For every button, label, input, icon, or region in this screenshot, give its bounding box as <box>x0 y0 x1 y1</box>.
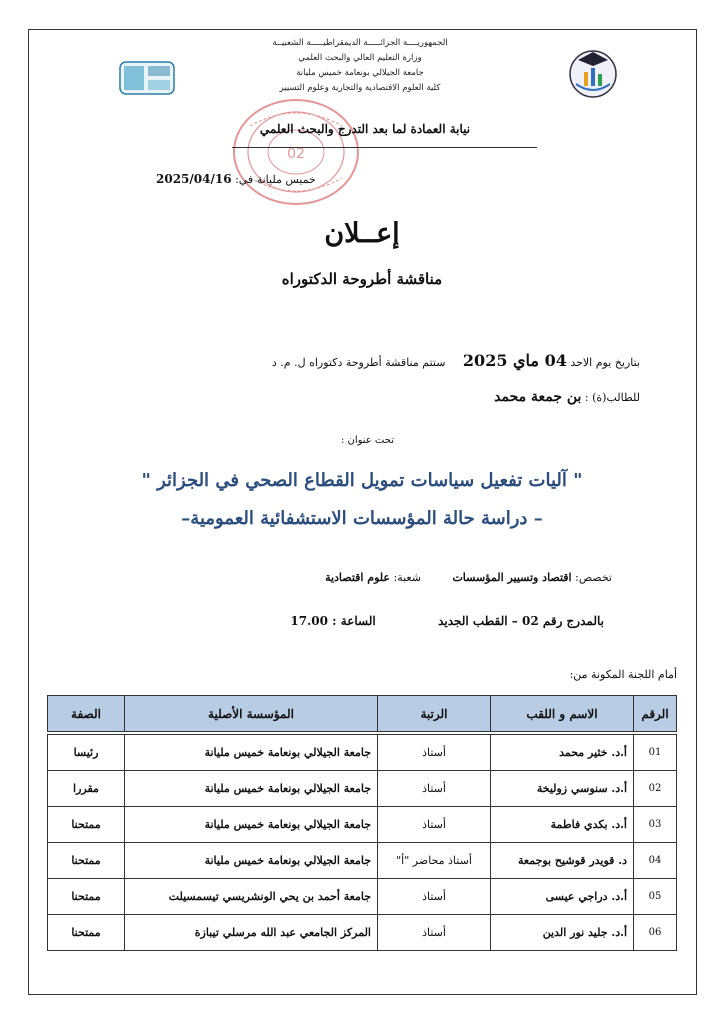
header-line-3: جامعة الجيلالي بونعامة خميس مليانة <box>296 68 424 78</box>
thesis-title-line-1: " آليات تفعيل سياسات تمويل القطاع الصحي في الجزائر " <box>141 470 583 491</box>
col-role: الصفة <box>48 696 125 732</box>
department-name: نيابة العمادة لما بعد التدرج والبحث العلمي <box>259 122 471 136</box>
cell-institution: جامعة الجيلالي بونعامة خميس مليانة <box>125 807 378 843</box>
venue-location: بالمدرج رقم 02 – القطب الجديد <box>438 614 604 628</box>
cell-role: ممتحنا <box>48 879 125 915</box>
cell-rank: أستاذ محاضر "أ" <box>378 843 491 879</box>
cell-role: ممتحنا <box>48 915 125 951</box>
cell-role: ممتحنا <box>48 843 125 879</box>
cell-institution: جامعة الجيلالي بونعامة خميس مليانة <box>125 735 378 771</box>
table-row <box>48 807 677 843</box>
cell-institution: جامعة الجيلالي بونعامة خميس مليانة <box>125 843 378 879</box>
committee-table <box>47 695 677 951</box>
specialty-value: اقتصاد وتسيير المؤسسات <box>452 571 572 584</box>
table-row <box>48 915 677 951</box>
page-title: إعــلان <box>324 218 400 249</box>
table-header-row <box>48 696 677 732</box>
document-date <box>156 172 316 186</box>
defense-day: 04 ماي 2025 <box>462 351 567 370</box>
defense-date-line <box>272 351 640 370</box>
defense-time: الساعة : 17.00 <box>290 614 376 628</box>
table-row <box>48 771 677 807</box>
cell-rank: أستاذ <box>378 879 491 915</box>
committee-intro: أمام اللجنة المكونة من: <box>569 668 677 681</box>
table-row <box>48 879 677 915</box>
date-value: 2025/04/16 <box>156 172 232 186</box>
cell-number: 04 <box>634 843 677 879</box>
student-name: بن جمعة محمد <box>494 389 582 405</box>
cell-role: ممتحنا <box>48 807 125 843</box>
cell-name: أ.د. سنوسي زوليخة <box>491 771 634 807</box>
specialty-line <box>325 571 612 584</box>
cell-name: أ.د. جليد نور الدين <box>491 915 634 951</box>
cell-rank: أستاذ <box>378 915 491 951</box>
cell-number: 05 <box>634 879 677 915</box>
table-row <box>48 735 677 771</box>
specialty-label: تخصص: <box>575 571 612 584</box>
student-line <box>494 389 640 405</box>
col-institution: المؤسسة الأصلية <box>125 696 378 732</box>
date-intro: بتاريخ يوم الاحد <box>570 356 640 369</box>
cell-number: 06 <box>634 915 677 951</box>
official-stamp <box>230 96 362 208</box>
institution-header <box>230 36 490 96</box>
venue-line <box>290 614 604 628</box>
under-title-label: تحت عنوان : <box>340 435 394 446</box>
cell-name: أ.د. دراجي عيسى <box>491 879 634 915</box>
page-subtitle: مناقشة أطروحة الدكتوراه <box>281 270 443 288</box>
col-number: الرقم <box>634 696 677 732</box>
cell-number: 03 <box>634 807 677 843</box>
cell-number: 01 <box>634 735 677 771</box>
col-name: الاسم و اللقب <box>491 696 634 732</box>
branch-value: علوم اقتصادية <box>325 571 390 584</box>
student-label: للطالب(ة) : <box>584 391 640 404</box>
thesis-title-line-2: – دراسة حالة المؤسسات الاستشفائية العمومية– <box>181 508 543 529</box>
header-line-4: كلية العلوم الاقتصادية والتجارية وعلوم التسيير <box>279 83 441 93</box>
cell-institution: جامعة أحمد بن يحي الونشريسي تيسمسيلت <box>125 879 378 915</box>
cell-name: أ.د. بكدي فاطمة <box>491 807 634 843</box>
header-divider <box>232 147 537 148</box>
defense-description: ستتم مناقشة أطروحة دكتوراه ل. م. د <box>271 356 446 369</box>
col-rank: الرتبة <box>378 696 491 732</box>
branch-label: شعبة: <box>393 571 421 584</box>
cell-role: مقررا <box>48 771 125 807</box>
faculty-logo <box>118 58 176 98</box>
cell-institution: جامعة الجيلالي بونعامة خميس مليانة <box>125 771 378 807</box>
header-line-2: وزارة التعليم العالي والبحث العلمي <box>298 53 422 63</box>
cell-name: أ.د. خثير محمد <box>491 735 634 771</box>
table-row <box>48 843 677 879</box>
cell-rank: أستاذ <box>378 735 491 771</box>
cell-rank: أستاذ <box>378 807 491 843</box>
date-prefix: خميس مليانة في: <box>235 173 316 186</box>
cell-rank: أستاذ <box>378 771 491 807</box>
university-logo <box>566 44 620 100</box>
cell-institution: المركز الجامعي عبد الله مرسلي تيبازة <box>125 915 378 951</box>
cell-name: د. قويدر قوشيح بوجمعة <box>491 843 634 879</box>
header-line-1: الجمهوريــــة الجزائـــــة الديمقراطيـــــة الشعبيــة <box>272 38 448 48</box>
cell-number: 02 <box>634 771 677 807</box>
svg-text:02: 02 <box>287 146 305 162</box>
cell-role: رئيسا <box>48 735 125 771</box>
